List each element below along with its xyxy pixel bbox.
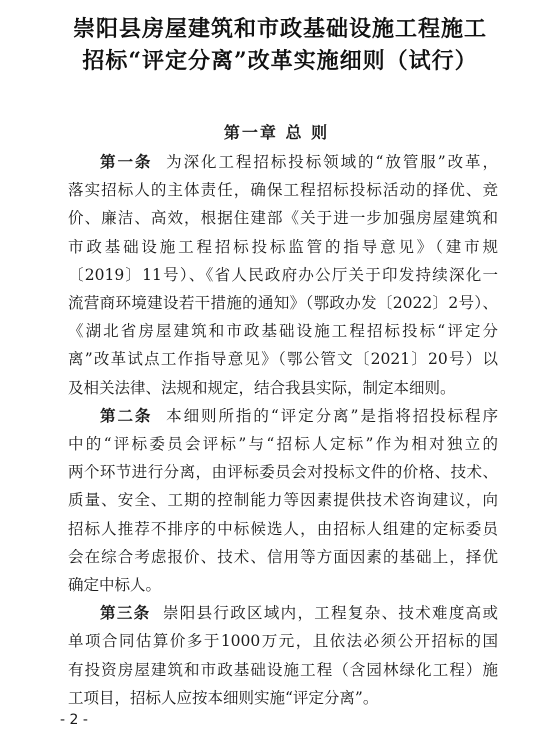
article-2-line: 确定中标人。 — [68, 576, 162, 594]
article-2-line: 中的“评标委员会评标”与“招标人定标”作为相对独立的 — [68, 435, 498, 453]
article-1-line: 及相关法律、法规和规定，结合我县实际，制定本细则。 — [68, 378, 456, 397]
article-3-line: 工项目，招标人应按本细则实施“评定分离”。 — [68, 688, 379, 707]
page-number: - 2 - — [60, 712, 88, 728]
article-1-line: 价、廉洁、高效，根据住建部《关于进一步加强房屋建筑和 — [68, 209, 498, 228]
article-3-line: 有投资房屋建筑和市政基础设施工程（含园林绿化工程）施 — [68, 660, 498, 679]
chapter-heading: 第一章 总 则 — [223, 123, 330, 142]
article-2-line: 质量、安全、工期的控制能力等因素提供技术咨询建议，向 — [68, 491, 498, 510]
article-3-line: 单项合同估算价多于1000万元，且依法必须公开招标的国 — [68, 632, 498, 651]
article-2-line: 两个环节进行分离，由评标委员会对投标文件的价格、技术、 — [68, 463, 498, 482]
article-1-line: 市政基础设施工程招标投标监管的指导意见》（建市规 — [68, 237, 498, 256]
article-1-line: 《湖北省房屋建筑和市政基础设施工程招标投标“评定分 — [68, 322, 498, 341]
article-2-line: 招标人推荐不排序的中标候选人，由招标人组建的定标委员 — [68, 519, 498, 538]
article-2-line: 会在综合考虑报价、技术、信用等方面因素的基础上，择优 — [68, 547, 498, 566]
article-3-label: 第三条 — [100, 604, 151, 623]
article-2-line — [100, 406, 498, 426]
article-1-line: 离”改革试点工作指导意见》（鄂公管文〔2021〕20号）以 — [68, 350, 498, 369]
article-3-line — [100, 603, 498, 623]
article-2-text: 本细则所指的“评定分离”是指将招投标程序 — [166, 406, 498, 425]
article-2-label: 第二条 — [100, 406, 153, 425]
article-1-line — [100, 152, 498, 172]
document-title-line-1: 崇阳县房屋建筑和市政基础设施工程施工 — [72, 16, 487, 42]
article-1-line: 流营商环境建设若干措施的通知》（鄂政办发〔2022〕2号）、 — [68, 294, 498, 312]
article-3-text: 崇阳县行政区域内，工程复杂、技术难度高或 — [162, 604, 498, 623]
article-1-text: 为深化工程招标投标领域的“放管服”改革， — [166, 153, 498, 171]
document-title-line-2: 招标“评定分离”改革实施细则（试行） — [82, 48, 478, 74]
article-1-label: 第一条 — [100, 153, 153, 171]
article-1-line: 〔2019〕11号）、《省人民政府办公厅关于印发持续深化一 — [68, 265, 498, 284]
article-1-line: 落实招标人的主体责任，确保工程招标投标活动的择优、竞 — [68, 181, 498, 200]
